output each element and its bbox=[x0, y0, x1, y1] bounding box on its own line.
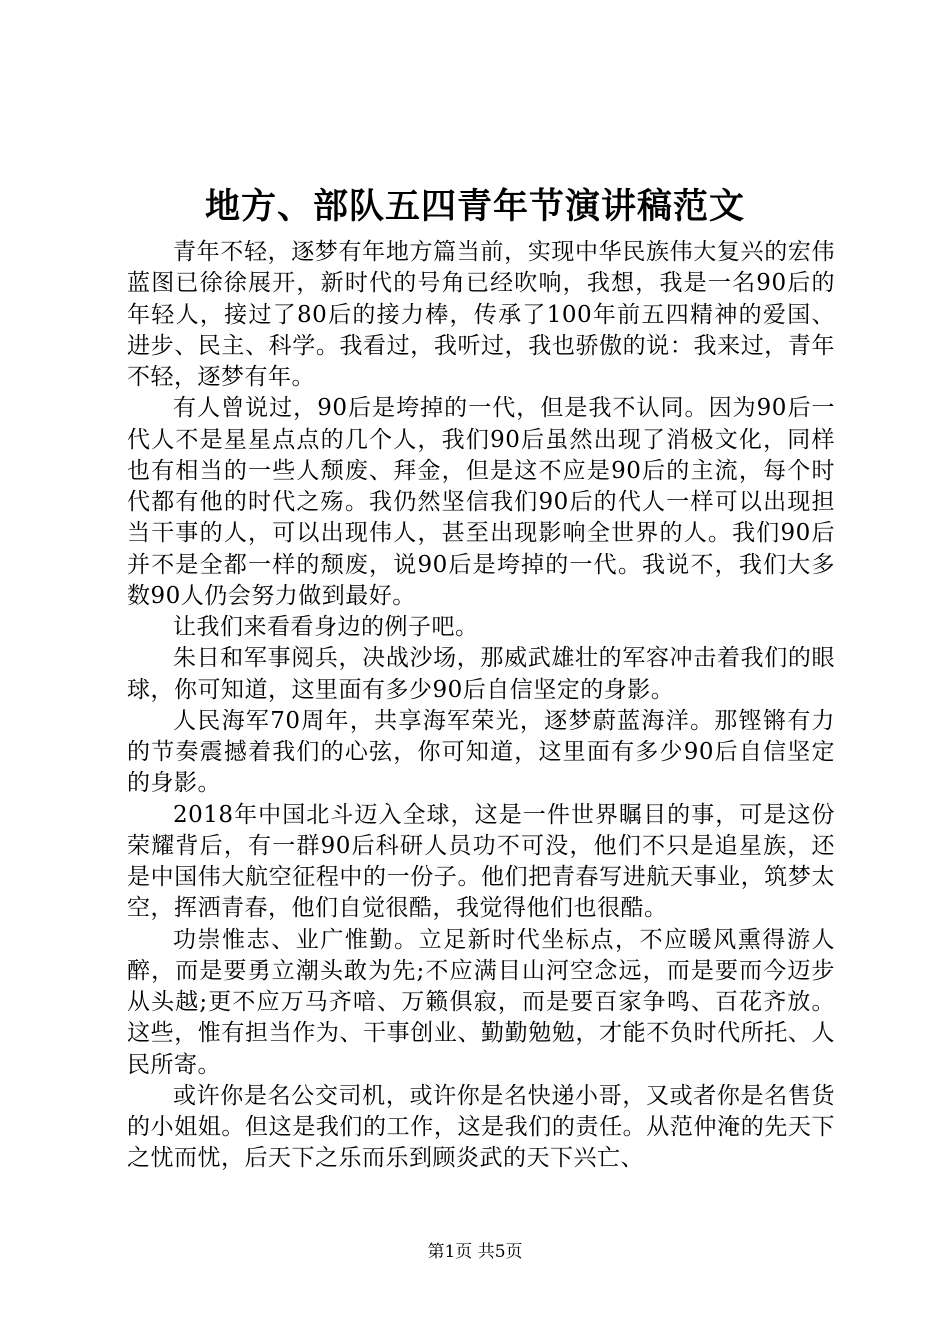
paragraph: 让我们来看看身边的例子吧。 bbox=[173, 614, 479, 640]
page-title: 地方、部队五四青年节演讲稿范文 bbox=[204, 186, 745, 227]
paragraph: 或许你是名公交司机，或许你是名快递小哥，又或者你是名售货的小姐姐。但这是我们的工作，这是我们的责任。从范仲淹的先天下之忧而忧，后天下之乐而乐到顾炎武的天下兴亡、 bbox=[127, 1082, 835, 1172]
paragraph: 青年不轻，逐梦有年地方篇当前，实现中华民族伟大复兴的宏伟蓝图已徐徐展开，新时代的号角已经吹响，我想，我是一名90后的年轻人，接过了80后的接力棒，传承了100年前五四精神的爱国、进步、民主、科学。我看过，我听过，我也骄傲的说：我来过，青年不轻，逐梦有年。 bbox=[127, 239, 835, 390]
paragraph: 朱日和军事阅兵，决战沙场，那威武雄壮的军容冲击着我们的眼球，你可知道，这里面有多少90后自信坚定的身影。 bbox=[127, 645, 835, 703]
paragraph: 有人曾说过，90后是垮掉的一代，但是我不认同。因为90后一代人不是星星点点的几个人，我们90后虽然出现了消极文化，同样也有相当的一些人颓废、拜金，但是这不应是90后的主流，每个时代都有他的时代之殇。我仍然坚信我们90后的代人一样可以出现担当干事的人，可以出现伟人，甚至出现影响全世界的人。我们90后并不是全都一样的颓废，说90后是垮掉的一代。我说不，我们大多数90人仍会努力做到最好。 bbox=[127, 395, 835, 609]
paragraph: 人民海军70周年，共享海军荣光，逐梦蔚蓝海洋。那铿锵有力的节奏震撼着我们的心弦，你可知道，这里面有多少90后自信坚定的身影。 bbox=[127, 707, 835, 797]
paragraph: 2018年中国北斗迈入全球，这是一件世界瞩目的事，可是这份荣耀背后，有一群90后科研人员功不可没，他们不只是追星族，还是中国伟大航空征程中的一份子。他们把青春写进航天事业，筑梦太空，挥洒青春，他们自觉很酷，我觉得他们也很酷。 bbox=[127, 801, 835, 922]
page-number-footer: 第1页 共5页 bbox=[427, 1242, 523, 1262]
paragraph: 功崇惟志、业广惟勤。立足新时代坐标点，不应暖风熏得游人醉，而是要勇立潮头敢为先;不应满目山河空念远，而是要而今迈步从头越;更不应万马齐喑、万籁俱寂，而是要百家争鸣、百花齐放。这些，惟有担当作为、干事创业、勤勤勉勉，才能不负时代所托、人民所寄。 bbox=[127, 926, 835, 1078]
article-body bbox=[127, 237, 835, 1175]
